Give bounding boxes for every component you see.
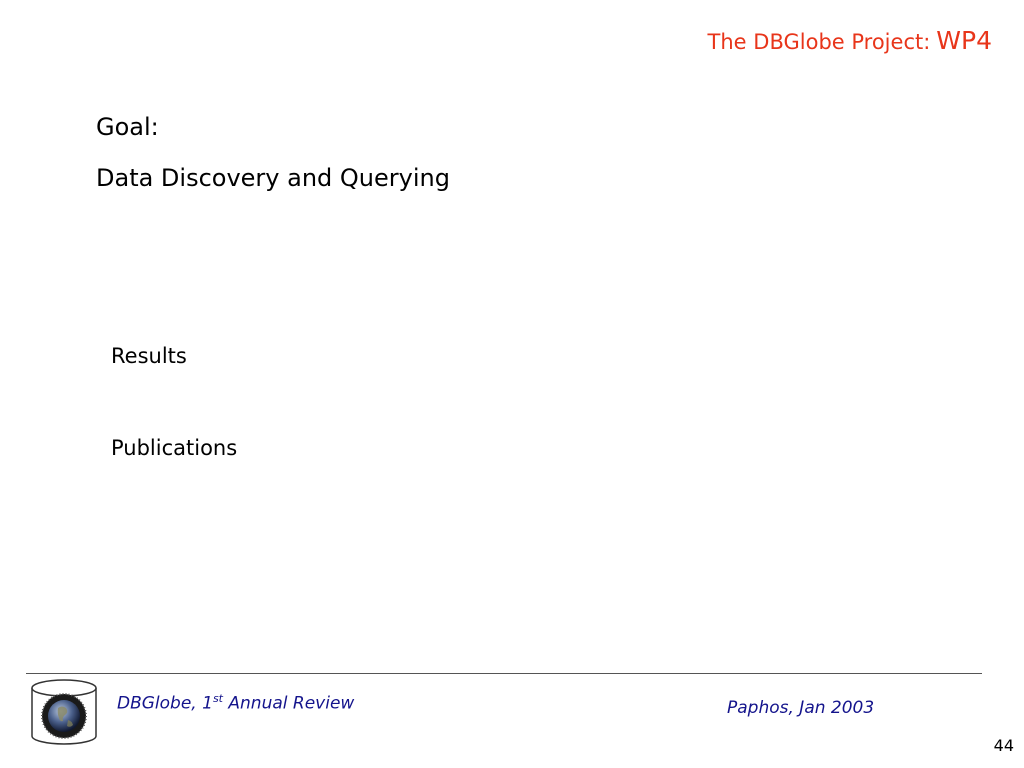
footer-event-prefix: DBGlobe, 1 — [117, 693, 213, 714]
goal-text: Data Discovery and Querying — [96, 164, 450, 192]
footer-location-date: Paphos, Jan 2003 — [727, 698, 875, 718]
results-item: Results — [111, 344, 187, 368]
footer-event-suffix: Annual Review — [222, 693, 355, 714]
publications-item: Publications — [111, 436, 238, 460]
footer-event — [117, 692, 354, 714]
database-globe-icon — [28, 678, 100, 746]
footer-event-sup: st — [212, 692, 223, 705]
footer-divider — [26, 673, 982, 674]
goal-label: Goal: — [96, 113, 159, 141]
slide-title-wp: WP4 — [936, 26, 992, 55]
slide-title — [708, 26, 992, 55]
slide-title-prefix: The DBGlobe Project: — [707, 30, 931, 54]
page-number: 44 — [993, 736, 1014, 755]
